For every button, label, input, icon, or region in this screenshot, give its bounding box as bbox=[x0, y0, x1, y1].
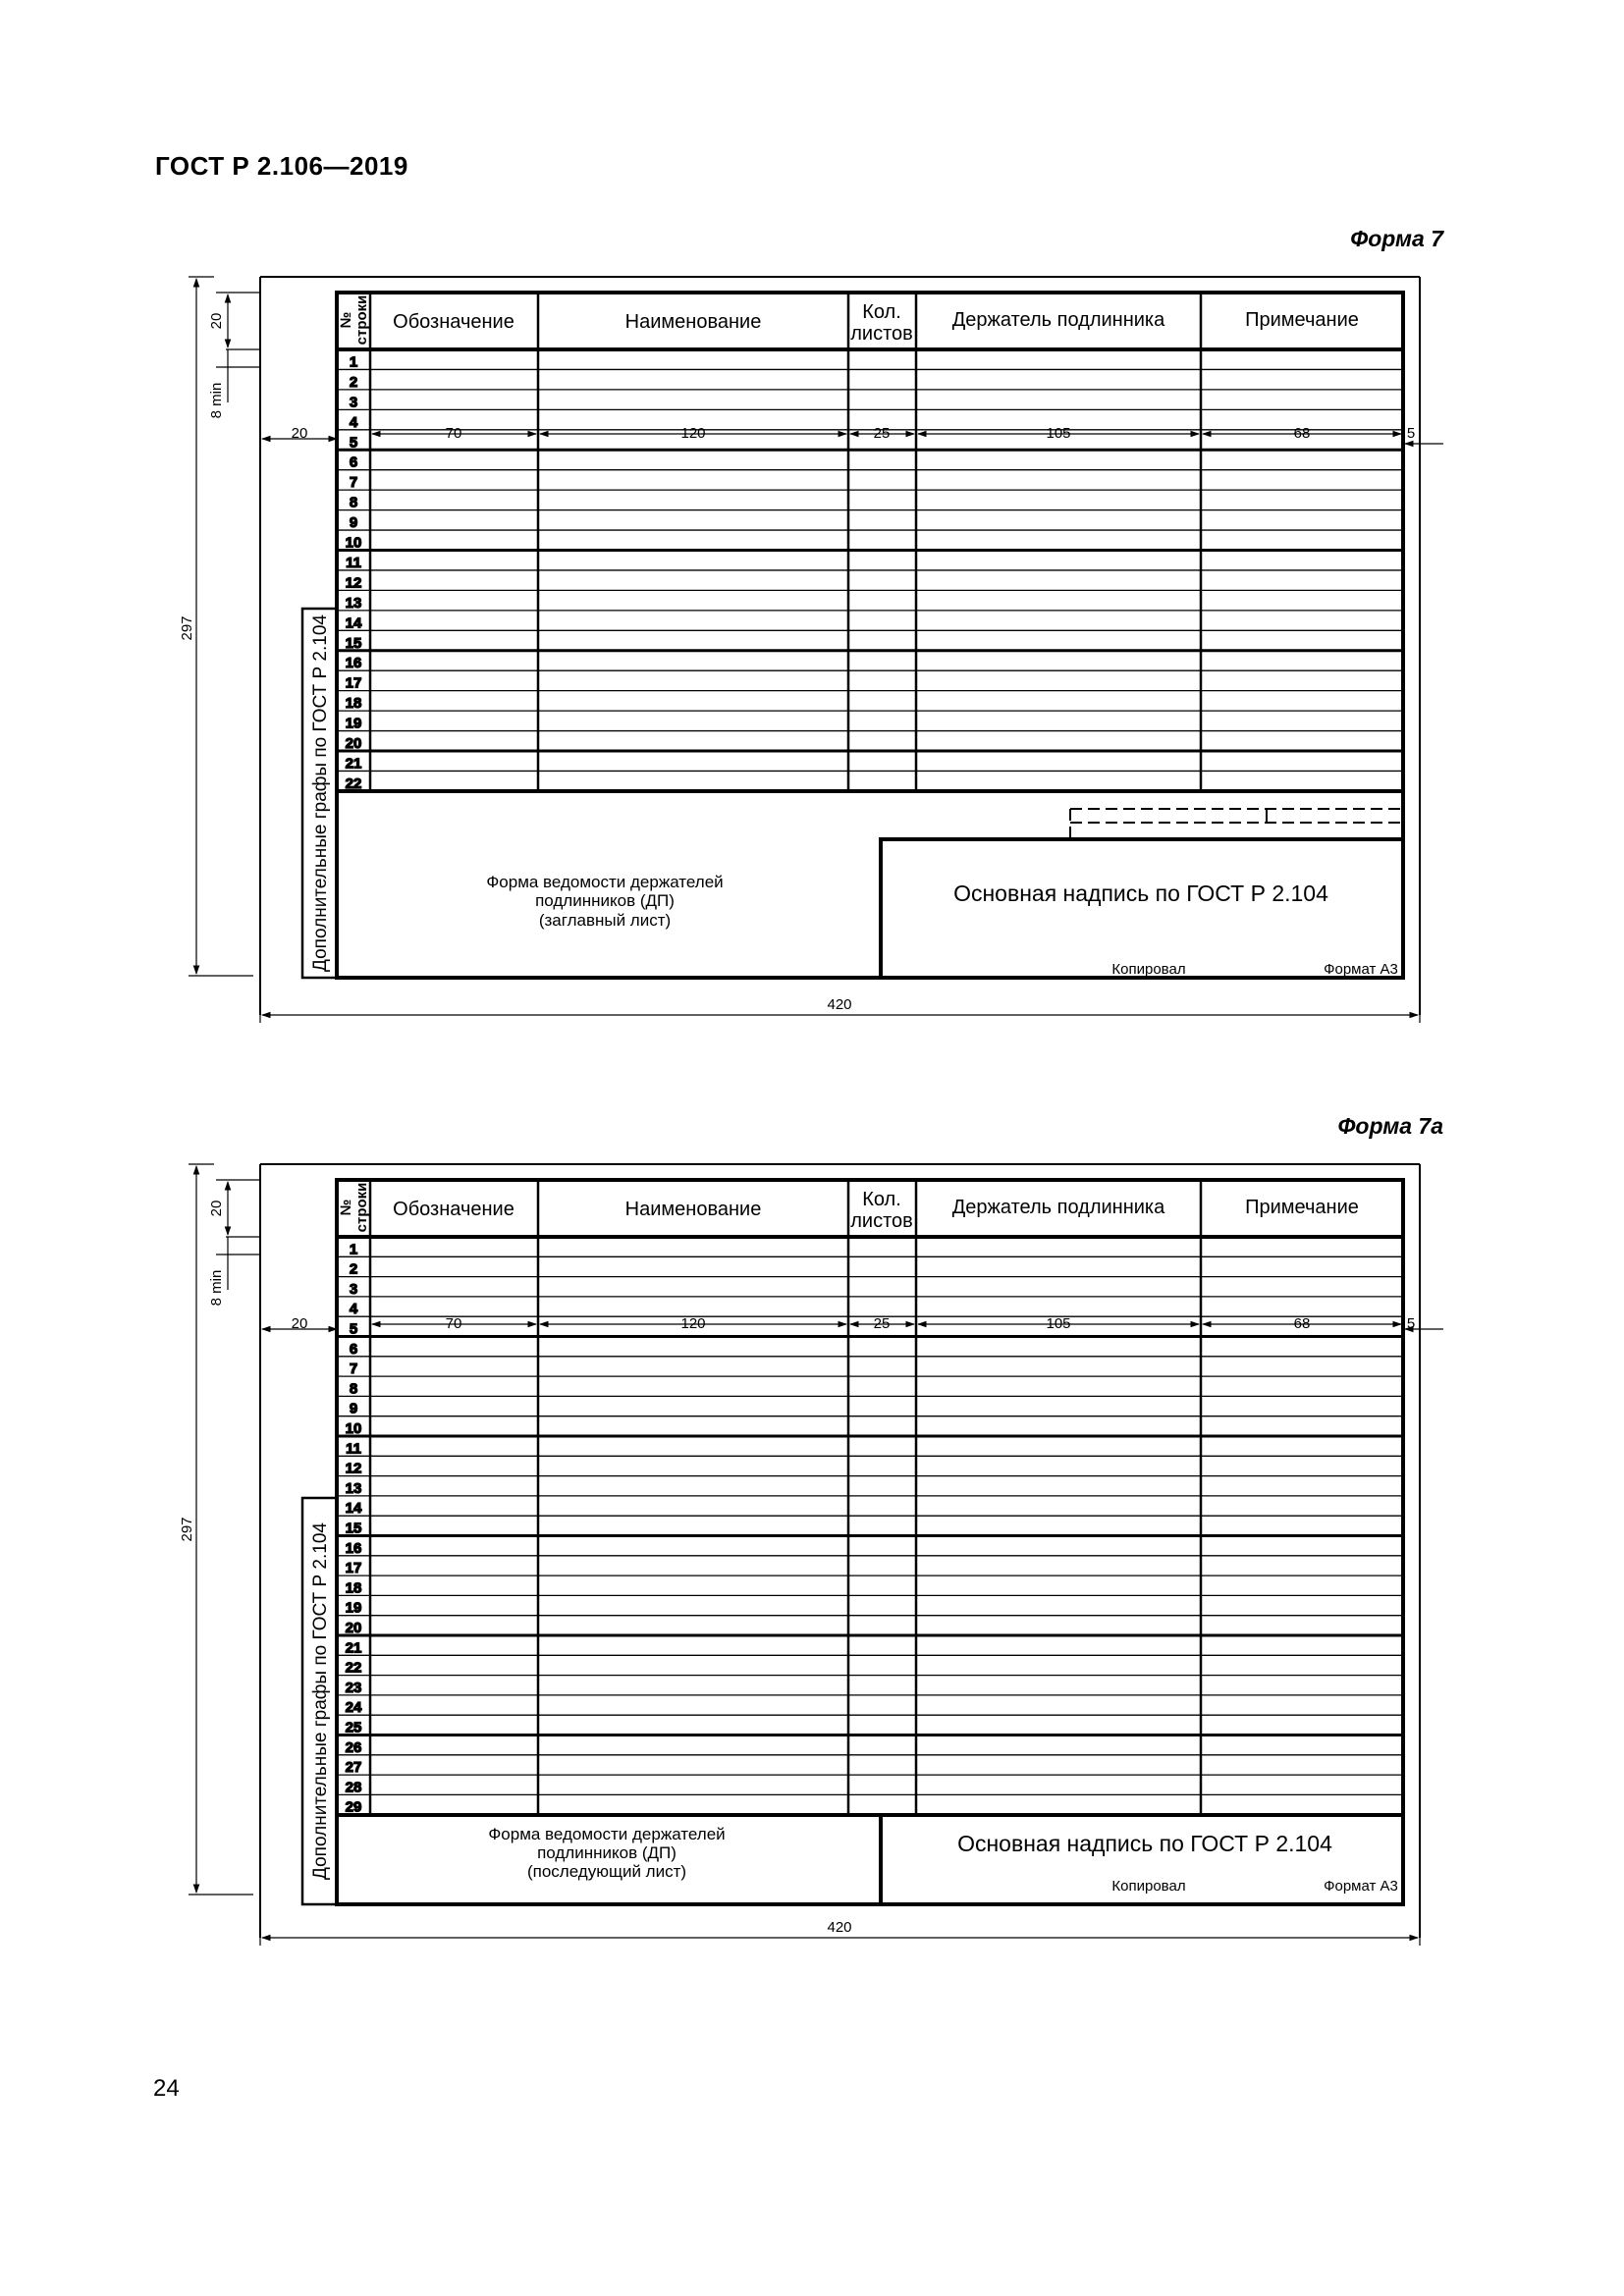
col-qty-header-1: Кол. bbox=[862, 301, 901, 323]
row-number: 6 bbox=[349, 454, 358, 471]
additional-columns-label: Дополнительные графы по ГОСТ Р 2.104 bbox=[310, 614, 331, 972]
dim-col-holder: 105 bbox=[1046, 1315, 1071, 1332]
col-name-header: Наименование bbox=[624, 1199, 762, 1220]
row-number: 1 bbox=[349, 353, 358, 371]
row-number: 10 bbox=[345, 534, 362, 552]
col-designation-header: Обозначение bbox=[393, 311, 514, 333]
dim-col-qty: 25 bbox=[873, 425, 891, 442]
title-block-label: Основная надпись по ГОСТ Р 2.104 bbox=[957, 1831, 1332, 1856]
document-header: ГОСТ Р 2.106—2019 bbox=[155, 151, 408, 181]
row-number: 16 bbox=[345, 1539, 362, 1557]
dim-top-20: 20 bbox=[208, 312, 225, 330]
col-qty-header-1: Кол. bbox=[862, 1189, 901, 1210]
dim-height-297: 297 bbox=[179, 1517, 195, 1542]
col-note-header: Примечание bbox=[1245, 1197, 1359, 1218]
row-number: 14 bbox=[345, 1500, 362, 1518]
dim-left-20: 20 bbox=[291, 1315, 308, 1332]
row-number: 1 bbox=[349, 1241, 358, 1258]
row-number: 4 bbox=[349, 1301, 358, 1318]
form-7a-label: Форма 7а bbox=[1337, 1113, 1443, 1139]
dim-col-designation: 70 bbox=[445, 1315, 462, 1332]
col-holder-header: Держатель подлинника bbox=[951, 1197, 1165, 1218]
row-number: 22 bbox=[345, 774, 362, 792]
title-block-label: Основная надпись по ГОСТ Р 2.104 bbox=[953, 881, 1328, 906]
form-name-line-2: подлинников (ДП) bbox=[537, 1843, 677, 1862]
row-number: 19 bbox=[345, 1599, 362, 1617]
row-number: 6 bbox=[349, 1340, 358, 1358]
format-label: Формат А3 bbox=[1324, 1878, 1398, 1895]
row-number: 26 bbox=[345, 1738, 362, 1756]
row-number: 5 bbox=[349, 1320, 358, 1338]
dim-col-qty: 25 bbox=[873, 1315, 891, 1332]
col-holder-header: Держатель подлинника bbox=[951, 309, 1165, 331]
dim-top-20: 20 bbox=[208, 1200, 225, 1217]
row-number: 12 bbox=[345, 1460, 362, 1477]
row-number: 8 bbox=[349, 494, 358, 511]
col-row-no-label-2: строки bbox=[353, 1182, 370, 1233]
col-row-no-label-1: № bbox=[338, 1199, 354, 1216]
dim-left-20: 20 bbox=[291, 425, 308, 442]
row-number: 3 bbox=[349, 1280, 358, 1298]
copied-label: Копировал bbox=[1111, 1878, 1186, 1895]
dim-right-5: 5 bbox=[1406, 425, 1416, 442]
row-number: 23 bbox=[345, 1679, 362, 1696]
page-number: 24 bbox=[153, 2075, 180, 2102]
col-qty-header-2: листов bbox=[850, 1210, 913, 1232]
row-number: 16 bbox=[345, 655, 362, 672]
dim-width-420: 420 bbox=[827, 996, 852, 1013]
row-number: 11 bbox=[346, 554, 361, 571]
row-number: 14 bbox=[345, 614, 362, 632]
additional-columns-label: Дополнительные графы по ГОСТ Р 2.104 bbox=[310, 1522, 331, 1880]
form-name-line-1: Форма ведомости держателей bbox=[488, 1825, 726, 1843]
row-number: 9 bbox=[349, 1400, 358, 1417]
col-row-no-label-1: № bbox=[338, 311, 354, 329]
row-number: 8 bbox=[349, 1380, 358, 1398]
row-number: 29 bbox=[345, 1798, 362, 1816]
form-7-drawing bbox=[0, 265, 1624, 1031]
col-name-header: Наименование bbox=[624, 311, 762, 333]
dim-height-297: 297 bbox=[179, 615, 195, 641]
dim-col-note: 68 bbox=[1293, 1315, 1311, 1332]
row-number: 27 bbox=[345, 1759, 362, 1777]
row-number: 17 bbox=[345, 674, 362, 692]
col-note-header: Примечание bbox=[1245, 309, 1359, 331]
form-7a-drawing bbox=[0, 1152, 1624, 1957]
dim-right-5: 5 bbox=[1406, 1315, 1416, 1332]
row-number: 7 bbox=[349, 474, 358, 492]
dim-width-420: 420 bbox=[827, 1919, 852, 1936]
row-number: 3 bbox=[349, 394, 358, 411]
row-number: 17 bbox=[345, 1560, 362, 1577]
form-name-line-1: Форма ведомости держателей bbox=[486, 873, 724, 891]
dim-col-note: 68 bbox=[1293, 425, 1311, 442]
row-number: 15 bbox=[345, 1520, 362, 1537]
row-number: 20 bbox=[345, 1620, 362, 1636]
row-number: 5 bbox=[349, 434, 358, 452]
form-7-label: Форма 7 bbox=[1350, 226, 1443, 251]
row-number: 18 bbox=[345, 695, 362, 713]
col-designation-header: Обозначение bbox=[393, 1199, 514, 1220]
row-number: 15 bbox=[345, 634, 362, 652]
dim-row-8min: 8 min bbox=[208, 382, 225, 419]
row-number: 22 bbox=[345, 1659, 362, 1677]
row-number: 21 bbox=[345, 1639, 362, 1657]
row-number: 7 bbox=[349, 1361, 358, 1378]
form-name-line-3: (заглавный лист) bbox=[538, 911, 672, 930]
row-number: 19 bbox=[345, 715, 362, 732]
dim-row-8min: 8 min bbox=[208, 1269, 225, 1307]
dim-col-holder: 105 bbox=[1046, 425, 1071, 442]
row-number: 13 bbox=[345, 594, 362, 612]
row-number: 21 bbox=[345, 755, 362, 773]
row-number: 24 bbox=[345, 1699, 362, 1717]
row-number: 10 bbox=[345, 1420, 362, 1437]
row-number: 20 bbox=[345, 735, 362, 752]
row-number: 11 bbox=[346, 1440, 361, 1458]
form-name-line-3: (последующий лист) bbox=[526, 1862, 687, 1881]
dim-col-name: 120 bbox=[680, 425, 706, 442]
format-label: Формат А3 bbox=[1324, 961, 1398, 978]
copied-label: Копировал bbox=[1111, 961, 1186, 978]
row-number: 4 bbox=[349, 413, 358, 431]
row-number: 13 bbox=[345, 1479, 362, 1497]
form-name-line-2: подлинников (ДП) bbox=[535, 891, 675, 910]
dim-col-name: 120 bbox=[680, 1315, 706, 1332]
col-row-no-label-2: строки bbox=[353, 294, 370, 346]
row-number: 12 bbox=[345, 574, 362, 592]
row-number: 2 bbox=[349, 373, 358, 391]
row-number: 2 bbox=[349, 1260, 358, 1278]
row-number: 25 bbox=[345, 1719, 362, 1736]
row-number: 18 bbox=[345, 1579, 362, 1597]
dim-col-designation: 70 bbox=[445, 425, 462, 442]
col-qty-header-2: листов bbox=[850, 323, 913, 345]
row-number: 9 bbox=[349, 514, 358, 532]
row-number: 28 bbox=[345, 1779, 362, 1796]
